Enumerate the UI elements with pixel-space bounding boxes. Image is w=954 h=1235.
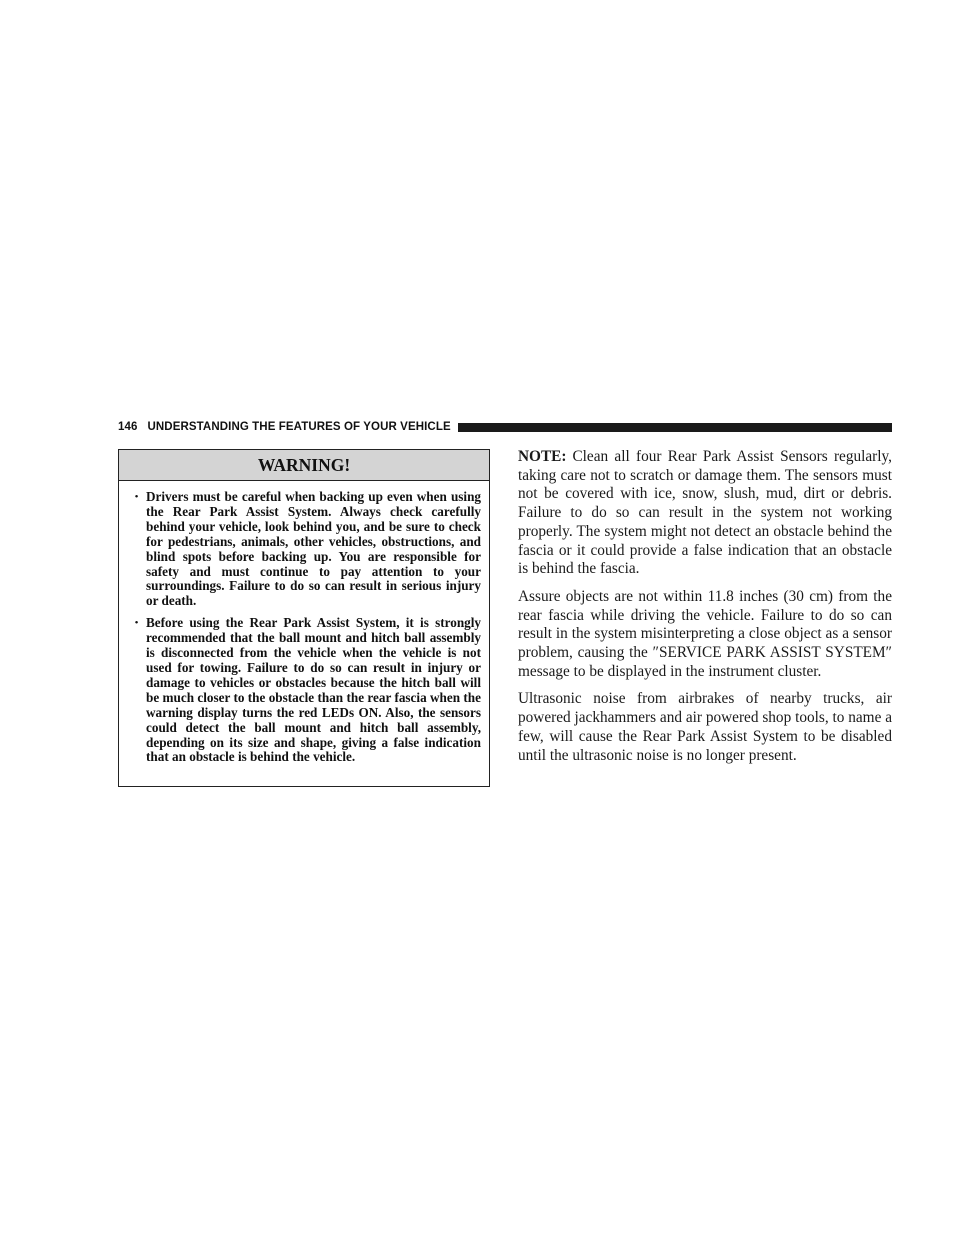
warning-box bbox=[118, 449, 490, 787]
page-number: 146 bbox=[118, 421, 138, 433]
body-paragraph: Ultrasonic noise from airbrakes of nearby trucks, air powered jackhammers and air powered shop tools, to name a few, will cause the Rear Park Assist System to be disabled until the ultrasonic noise is no longer present. bbox=[518, 690, 892, 764]
note-text: Clean all four Rear Park Assist Sensors regularly, taking care not to scratch or damage them. The sensors must not be covered with ice, snow, slush, mud, dirt or debris. Failure to do so can result in the system not working properly. The system might not detect an obstacle behind the fascia or it could provide a false indication that an obstacle is behind the fascia. bbox=[518, 448, 892, 578]
body-paragraph: Assure objects are not within 11.8 inches (30 cm) from the rear fascia while driving the vehicle. Failure to do so can result in the system misinterpreting a close object as a sensor problem, causing the ″SERVICE PARK ASSIST SYSTEM″ message to be displayed in the instrument cluster. bbox=[518, 587, 892, 680]
warning-title: WARNING! bbox=[119, 450, 489, 481]
warning-item-text: Before using the Rear Park Assist System, it is strongly recommended that the ball mount and hitch ball assembly is disconnected from the vehicle when the vehicle is not used for towing. Failure to do so can result in injury or damage to vehicles or obstacles because the hitch ball will be much closer to the obstacle than the rear fascia when the warning display turns the red LEDs ON. Also, the sensors could detect the ball mount and hitch ball assembly, depending on its size and shape, giving a false indication that an obstacle is behind the vehicle. bbox=[146, 615, 481, 765]
warning-item bbox=[127, 616, 481, 765]
warning-item bbox=[127, 490, 481, 609]
body-column bbox=[518, 448, 892, 774]
warning-list bbox=[119, 481, 489, 765]
bullet-icon: • bbox=[134, 491, 139, 503]
bullet-icon: • bbox=[134, 617, 139, 630]
section-title: UNDERSTANDING THE FEATURES OF YOUR VEHICLE bbox=[147, 421, 451, 433]
warning-item-text: Drivers must be careful when backing up even when using the Rear Park Assist System. Always check carefully behind your vehicle, look behind you, and be sure to check for pedestrians, animals, other vehicles, obstructions, and blind spots before backing up. You are responsible for safety and must continue to pay attention to your surroundings. Failure to do so can result in serious injury or death. bbox=[146, 489, 481, 609]
page-header bbox=[118, 419, 892, 435]
note-label: NOTE: bbox=[518, 448, 567, 465]
header-rule bbox=[458, 423, 892, 432]
note-paragraph bbox=[518, 448, 892, 579]
